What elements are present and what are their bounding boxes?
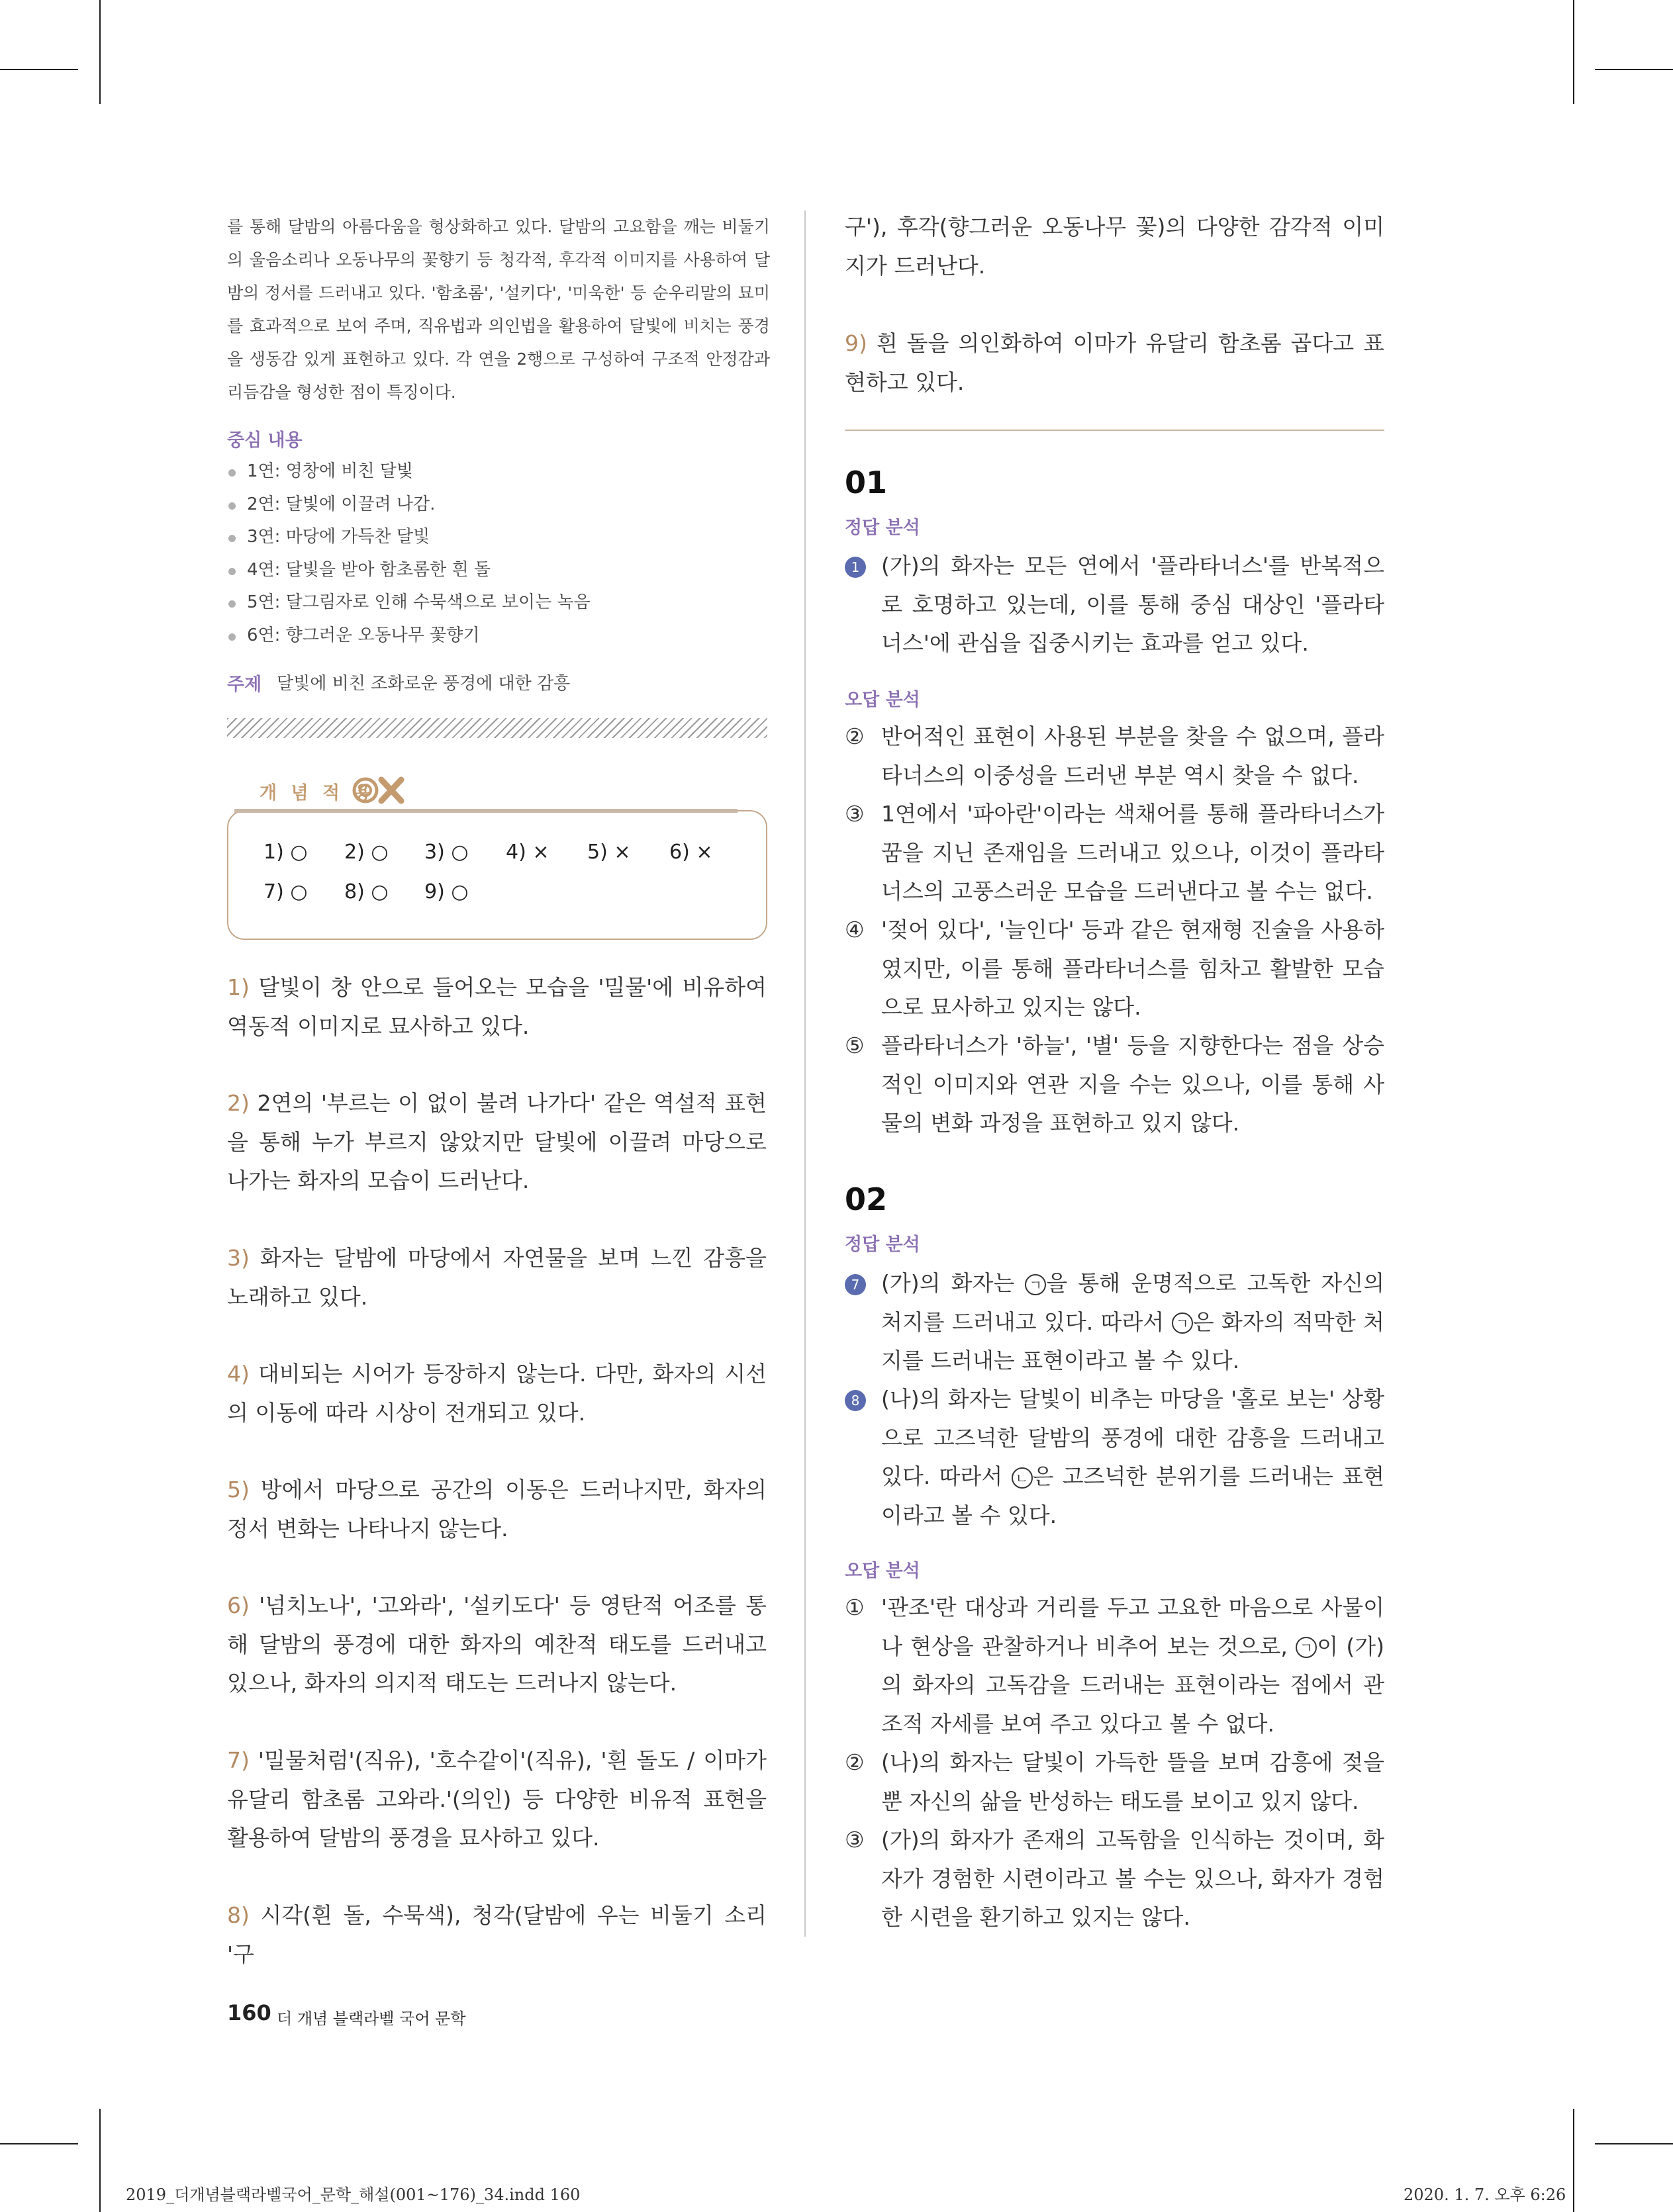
ox-answer: 1) ○	[263, 841, 308, 864]
answer-8: 8) 시각(흰 돌, 수묵색), 청각(달밤에 우는 비둘기 소리 '구	[227, 1902, 767, 1967]
question-number: 01	[845, 465, 888, 500]
ox-answer-box	[227, 810, 767, 940]
number-badge: 7	[845, 1274, 866, 1295]
list-item: 3연: 마당에 가득찬 달빛	[227, 521, 770, 554]
circled-symbol: ㄱ	[1296, 1637, 1317, 1658]
ox-box-top-bar	[234, 809, 738, 813]
wrong-analysis-label: 오답 분석	[845, 690, 920, 710]
circled-symbol: ㄴ	[1012, 1467, 1033, 1489]
wrong-item: ② (나)의 화자는 달빛이 가득한 뜰을 보며 감흥에 젖을 뿐 자신의 삶을 반성하는 태도를 보이고 있지 않다.	[845, 1749, 1384, 1814]
wrong-item: ③ (가)의 화자가 존재의 고독함을 인식하는 것이며, 화자가 경험한 시련이라고 볼 수는 있으나, 화자가 경험한 시련을 환기하고 있지는 않다.	[845, 1827, 1384, 1930]
ox-answer: 2) ○	[344, 841, 389, 864]
wrong-analysis-label: 오답 분석	[845, 1561, 920, 1581]
theme-text: 달빛에 비친 조화로운 풍경에 대한 감흥	[277, 674, 571, 694]
crop-mark	[1595, 2143, 1673, 2144]
answer-3: 3) 화자는 달밤에 마당에서 자연물을 보며 느낀 감흥을 노래하고 있다.	[227, 1245, 767, 1310]
section-rule	[845, 430, 1384, 431]
ox-answer: 9) ○	[424, 880, 469, 903]
ox-answer: 6) ×	[669, 841, 713, 864]
wrong-item: ② 반어적인 표현이 사용된 부분을 찾을 수 없으며, 플라타너스의 이중성을 드러낸 부분 역시 찾을 수 없다.	[845, 723, 1384, 788]
correct-analysis-label: 정답 분석	[845, 518, 920, 538]
wrong-item: ⑤ 플라타너스가 '하늘', '별' 등을 지향한다는 점을 상승적인 이미지와 연관 지을 수는 있으나, 이를 통해 사물의 변화 과정을 표현하고 있지 않다.	[845, 1033, 1384, 1136]
ox-answer: 8) ○	[344, 880, 389, 903]
print-slug-file: 2019_더개념블랙라벨국어_문학_해설(001~176)_34.indd 160	[126, 2186, 581, 2204]
list-item: 4연: 달빛을 받아 함초롬한 흰 돌	[227, 554, 770, 587]
crop-mark	[99, 0, 101, 104]
ox-answer: 4) ×	[506, 841, 550, 864]
list-item: 1연: 영창에 비친 달빛	[227, 455, 770, 488]
wrong-item: ① '관조'란 대상과 거리를 두고 고요한 마음으로 사물이나 현상을 관찰하거나 비추어 보는 것으로, ㄱ 이 (가)의 화자의 고독감을 드러내는 표현이라는 점에서 관조적 자세를 보여 주고 있다고 볼 수 없다.	[845, 1594, 1385, 1737]
answer-4: 4) 대비되는 시어가 등장하지 않는다. 다만, 화자의 시선의 이동에 따라 시상이 전개되고 있다.	[227, 1361, 767, 1426]
crop-mark	[1573, 2109, 1574, 2212]
book-title: 더 개념 블랙라벨 국어 문학	[277, 2009, 466, 2028]
correct-item: 8 (나)의 화자는 달빛이 비추는 마당을 '홀로 보는' 상황으로 고즈넉한 달밤의 풍경에 대한 감흥을 드러내고 있다. 따라서 ㄴ 은 고즈넉한 분위기를 드러내는 표현이라고 볼 수 있다.	[845, 1380, 1384, 1535]
print-slug-date: 2020. 1. 7. 오후 6:26	[1404, 2186, 1566, 2204]
ox-answer: 3) ○	[424, 841, 469, 864]
intro-paragraph: 를 통해 달밤의 아름다움을 형상화하고 있다. 달밤의 고요함을 깨는 비둘기의 울음소리나 오동나무의 꽃향기 등 청각적, 후각적 이미지를 사용하여 달밤의 정서를 드러내고 있다. '함초롬', '설키다', '미욱한' 등 순우리말의 묘미를 효과적으로 보여 주며, 직유법과 의인법을 활용하여 달빛에 비치는 풍경을 생동감 있게 표현하고 있다. 각 연을 2행으로 구성하여 구조적 안정감과 리듬감을 형성한 점이 특징이다.	[227, 217, 770, 402]
list-item: 5연: 달그림자로 인해 수묵색으로 보이는 녹음	[227, 586, 770, 620]
answer-9: 9) 흰 돌을 의인화하여 이마가 유달리 함초롬 곱다고 표현하고 있다.	[845, 330, 1384, 395]
circled-symbol: ㄱ	[1025, 1274, 1046, 1295]
correct-item: 1 (가)의 화자는 모든 연에서 '플라타너스'를 반복적으로 호명하고 있는데, 이를 통해 중심 대상인 '플라타너스'에 관심을 집중시키는 효과를 얻고 있다.	[845, 547, 1384, 663]
list-item: 6연: 향그러운 오동나무 꽃향기	[227, 620, 770, 653]
answer-2: 2) 2연의 '부르는 이 없이 불려 나가다' 같은 역설적 표현을 통해 누가 부르지 않았지만 달빛에 이끌려 마당으로 나가는 화자의 모습이 드러난다.	[227, 1090, 767, 1193]
circled-symbol: ㄱ	[1172, 1313, 1193, 1334]
theme-label: 주제	[227, 674, 262, 695]
number-badge: 1	[845, 557, 866, 578]
core-content-list	[227, 455, 770, 652]
answer-6: 6) '넘치노나', '고와라', '설키도다' 등 영탄적 어조를 통해 달밤의 풍경에 대한 화자의 예찬적 태도를 드러내고 있으나, 화자의 의지적 태도는 드러나지 않는다.	[227, 1592, 767, 1696]
ox-box-title: 개 념 적 용	[260, 783, 375, 804]
crop-mark	[1595, 69, 1673, 70]
crop-mark	[0, 69, 78, 70]
answer-1: 1) 달빛이 창 안으로 들어오는 모습을 '밀물'에 비유하여 역동적 이미지로 묘사하고 있다.	[227, 974, 767, 1039]
ox-answer: 5) ×	[587, 841, 631, 864]
question-number: 02	[845, 1181, 888, 1217]
crop-mark	[1573, 0, 1574, 104]
crop-mark	[0, 2143, 78, 2144]
ox-logo-icon	[352, 774, 405, 806]
ox-answer: 7) ○	[263, 880, 308, 903]
answer-7: 7) '밀물처럼'(직유), '호수같이'(직유), '흰 돌도 / 이마가 유달리 함초롬 고와라.'(의인) 등 다양한 비유적 표현을 활용하여 달밤의 풍경을 묘사하고 있다.	[227, 1747, 767, 1851]
crop-mark	[99, 2109, 101, 2212]
wrong-item: ④ '젖어 있다', '늘인다' 등과 같은 현재형 진술을 사용하였지만, 이를 통해 플라타너스를 힘차고 활발한 모습으로 묘사하고 있지는 않다.	[845, 917, 1384, 1020]
column-divider	[804, 210, 806, 1937]
number-badge: 8	[845, 1390, 866, 1411]
wrong-item: ③ 1연에서 '파아란'이라는 색채어를 통해 플라타너스가 꿈을 지닌 존재임을 드러내고 있으나, 이것이 플라타너스의 고풍스러운 모습을 드러낸다고 볼 수는 없다.	[845, 801, 1384, 904]
answer-8-continued: 구'), 후각(향그러운 오동나무 꽃)의 다양한 감각적 이미지가 드러난다.	[845, 214, 1384, 279]
list-item: 2연: 달빛에 이끌려 나감.	[227, 488, 770, 522]
answer-5: 5) 방에서 마당으로 공간의 이동은 드러나지만, 화자의 정서 변화는 나타나지 않는다.	[227, 1477, 767, 1542]
correct-analysis-label: 정답 분석	[845, 1234, 920, 1255]
hatched-divider	[227, 718, 767, 738]
core-content-label: 중심 내용	[227, 430, 303, 451]
correct-item: 7 (가)의 화자는 ㄱ 을 통해 운명적으로 고독한 자신의 처지를 드러내고 있다. 따라서 ㄱ 은 화자의 적막한 처지를 드러내는 표현이라고 볼 수 있다.	[845, 1264, 1384, 1381]
page-number: 160	[227, 2000, 271, 2025]
